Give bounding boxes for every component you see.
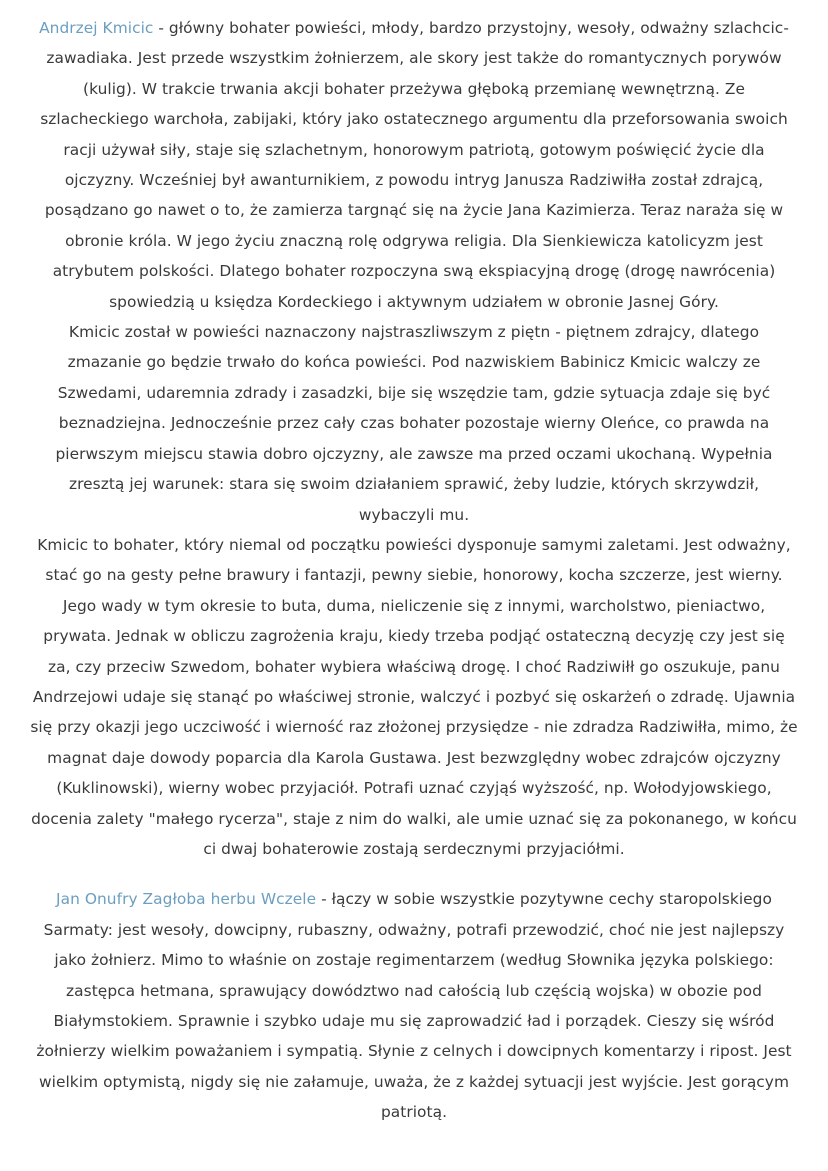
character-name-kmicic: Andrzej Kmicic (39, 19, 154, 37)
section-divider (30, 864, 798, 884)
zagloba-intro-text: - łączy w sobie wszystkie pozytywne cechy staropolskiego Sarmaty: jest wesoły, dowcipny, rubaszny, odważny, potrafi przewodzić, choć nie jest najlepszy jako żołnierz. Mimo to właśnie on zostaje regimentarzem (według Słownika języka polskiego: zastępca hetmana, sprawujący dowództwo nad całością lub częścią wojska) w obozie pod Białymstokiem. Sprawnie i szybko udaje mu się zaprowadzić ład i porządek. Cieszy się wśród żołnierzy wielkim poważaniem i sympatią. Słynie z celnych i dowcipnych komentarzy i ripost. Jest wielkim optymistą, nigdy się nie załamuje, uważa, że z każdej sytuacji jest wyjście. Jest gorącym patriotą. (36, 890, 792, 1122)
kmicic-paragraph-3: Kmicic to bohater, który niemal od początku powieści dysponuje samymi zaletami. Jest odważny, stać go na gesty pełne brawury i fantazji, pewny siebie, honorowy, kocha szczerze, jest wierny. Jego wady w tym okresie to buta, duma, nieliczenie się z innymi, warcholstwo, pieniactwo, prywata. Jednak w obliczu zagrożenia kraju, kiedy trzeba podjąć ostateczną decyzję czy jest się za, czy przeciw Szwedom, bohater wybiera właściwą drogę. I choć Radziwiłł go oszukuje, panu Andrzejowi udaje się stanąć po właściwej stronie, walczyć i pozbyć się oskarżeń o zdradę. Ujawnia się przy okazji jego uczciwość i wierność raz złożonej przysiędze - nie zdradza Radziwiłła, mimo, że magnat daje dowody poparcia dla Karola Gustawa. Jest bezwzględny wobec zdrajców ojczyzny (Kuklinowski), wierny wobec przyjaciół. Potrafi uznać czyjąś wyższość, np. Wołodyjowskiego, docenia zalety "małego rycerza", staje z nim do walki, ale umie uznać się za pokonanego, w końcu ci dwaj bohaterowie zostają serdecznymi przyjaciółmi. (30, 535, 798, 858)
document-page (30, 13, 798, 1128)
kmicic-intro-text: - główny bohater powieści, młody, bardzo przystojny, wesoły, odważny szlachcic-zawadiaka. Jest przede wszystkim żołnierzem, ale skory jest także do romantycznych porywów (kulig). W trakcie trwania akcji bohater przeżywa głęboką przemianę wewnętrzną. Ze szlacheckiego warchoła, zabijaki, który jako ostatecznego argumentu dla przeforsowania swoich racji używał siły, staje się szlachetnym, honorowym patriotą, gotowym poświęcić życie dla ojczyzny. Wcześniej był awanturnikiem, z powodu intryg Janusza Radziwiłła został zdrajcą, posądzano go nawet o to, że zamierza targnąć się na życie Jana Kazimierza. Teraz naraża się w obronie króla. W jego życiu znaczną rolę odgrywa religia. Dla Sienkiewicza katolicyzm jest atrybutem polskości. Dlatego bohater rozpoczyna swą ekspiacyjną drogę (drogę nawrócenia) spowiedzią u księdza Kordeckiego i aktywnym udziałem w obronie Jasnej Góry. (40, 19, 789, 311)
kmicic-paragraph-2: Kmicic został w powieści naznaczony najstraszliwszym z piętn - piętnem zdrajcy, dlatego zmazanie go będzie trwało do końca powieści. Pod nazwiskiem Babinicz Kmicic walczy ze Szwedami, udaremnia zdrady i zasadzki, bije się wszędzie tam, gdzie sytuacja zdaje się być beznadziejna. Jednocześnie przez cały czas bohater pozostaje wierny Oleńce, co prawda na pierwszym miejscu stawia dobro ojczyzny, ale zawsze ma przed oczami ukochaną. Wypełnia zresztą jej warunek: stara się swoim działaniem sprawić, żeby ludzie, których skrzywdził, wybaczyli mu. (55, 323, 773, 524)
kmicic-intro-paragraph (30, 13, 798, 317)
zagloba-intro-paragraph (30, 884, 798, 1127)
character-name-zagloba: Jan Onufry Zagłoba herbu Wczele (56, 890, 317, 909)
